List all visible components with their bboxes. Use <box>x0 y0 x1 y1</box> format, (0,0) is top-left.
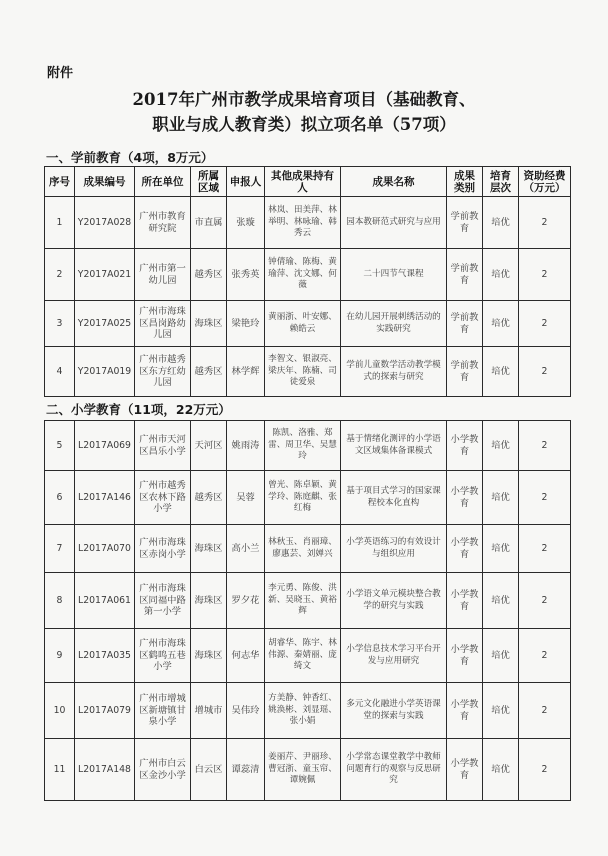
attachment-label: 附件 <box>47 66 74 81</box>
cell-unit: 广州市白云区金沙小学 <box>135 739 191 801</box>
header-cell: 成果类别 <box>447 167 483 197</box>
header-cell: 所在单位 <box>135 167 191 197</box>
section-title-primary: 二、小学教育（11项，22万元） <box>46 402 231 417</box>
header-cell: 成果名称 <box>341 167 447 197</box>
page-title-line1: 2017年广州市教学成果培育项目（基础教育、 <box>132 90 476 109</box>
cell-funding: 2 <box>519 629 571 683</box>
cell-holders: 李智文、银淑亮、梁庆年、陈楠、司徒爱泉 <box>265 347 341 397</box>
cell-region: 白云区 <box>191 739 227 801</box>
page-title-line2: 职业与成人教育类）拟立项名单（57项） <box>152 115 456 134</box>
cell-index: 11 <box>45 739 75 801</box>
cell-applicant: 高小兰 <box>227 525 265 573</box>
cell-applicant: 张璇 <box>227 197 265 249</box>
cell-code: L2017A035 <box>75 629 135 683</box>
cell-applicant: 吴蓉 <box>227 471 265 525</box>
cell-level: 培优 <box>483 525 519 573</box>
primary-table <box>44 420 571 801</box>
cell-unit: 广州市越秀区农林下路小学 <box>135 471 191 525</box>
cell-category: 小学教育 <box>447 471 483 525</box>
cell-region: 市直属 <box>191 197 227 249</box>
header-cell: 其他成果持有人 <box>265 167 341 197</box>
table-row <box>45 629 571 683</box>
cell-funding: 2 <box>519 471 571 525</box>
cell-applicant: 谭蕊清 <box>227 739 265 801</box>
cell-index: 7 <box>45 525 75 573</box>
cell-unit: 广州市增城区新塘镇甘泉小学 <box>135 683 191 739</box>
cell-unit: 广州市海珠区鹤鸣五巷小学 <box>135 629 191 683</box>
cell-funding: 2 <box>519 683 571 739</box>
cell-category: 小学教育 <box>447 573 483 629</box>
cell-level: 培优 <box>483 421 519 471</box>
cell-level: 培优 <box>483 629 519 683</box>
cell-index: 3 <box>45 301 75 347</box>
cell-achievement: 小学语文单元模块整合教学的研究与实践 <box>341 573 447 629</box>
cell-unit: 广州市海珠区赤岗小学 <box>135 525 191 573</box>
cell-region: 海珠区 <box>191 629 227 683</box>
cell-region: 海珠区 <box>191 301 227 347</box>
cell-applicant: 姚雨涛 <box>227 421 265 471</box>
cell-code: Y2017A021 <box>75 249 135 301</box>
cell-funding: 2 <box>519 421 571 471</box>
cell-code: Y2017A025 <box>75 301 135 347</box>
cell-category: 小学教育 <box>447 683 483 739</box>
table-row <box>45 301 571 347</box>
cell-holders: 林岚、田美萍、林举明、林咏瑜、韩秀云 <box>265 197 341 249</box>
cell-level: 培优 <box>483 683 519 739</box>
cell-applicant: 林学辉 <box>227 347 265 397</box>
cell-funding: 2 <box>519 573 571 629</box>
table-row <box>45 525 571 573</box>
header-cell: 成果编号 <box>75 167 135 197</box>
cell-region: 越秀区 <box>191 471 227 525</box>
cell-category: 学前教育 <box>447 347 483 397</box>
cell-index: 9 <box>45 629 75 683</box>
cell-code: L2017A069 <box>75 421 135 471</box>
cell-achievement: 小学信息技术学习平台开发与应用研究 <box>341 629 447 683</box>
cell-category: 学前教育 <box>447 301 483 347</box>
cell-holders: 钟倩瑜、陈梅、黄瑜萍、沈文娜、何薇 <box>265 249 341 301</box>
cell-index: 5 <box>45 421 75 471</box>
cell-category: 小学教育 <box>447 629 483 683</box>
table-row <box>45 421 571 471</box>
table-row <box>45 249 571 301</box>
header-cell: 培育层次 <box>483 167 519 197</box>
cell-level: 培优 <box>483 197 519 249</box>
cell-holders: 陈凯、洛雅、郑雷、周卫华、吴慧玲 <box>265 421 341 471</box>
cell-level: 培优 <box>483 573 519 629</box>
table-row <box>45 347 571 397</box>
cell-funding: 2 <box>519 739 571 801</box>
cell-code: L2017A061 <box>75 573 135 629</box>
table-row <box>45 739 571 801</box>
cell-funding: 2 <box>519 525 571 573</box>
table-row <box>45 573 571 629</box>
cell-region: 增城市 <box>191 683 227 739</box>
cell-index: 6 <box>45 471 75 525</box>
cell-funding: 2 <box>519 347 571 397</box>
cell-achievement: 在幼儿园开展刺绣活动的实践研究 <box>341 301 447 347</box>
table-row <box>45 197 571 249</box>
cell-unit: 广州市越秀区东方红幼儿园 <box>135 347 191 397</box>
cell-achievement: 基于项目式学习的国家课程校本化直构 <box>341 471 447 525</box>
cell-level: 培优 <box>483 347 519 397</box>
cell-category: 学前教育 <box>447 249 483 301</box>
cell-achievement: 学前儿童数学活动教学模式的探索与研究 <box>341 347 447 397</box>
table-row <box>45 471 571 525</box>
cell-holders: 林秋玉、肖丽璋、廖惠芸、刘婵兴 <box>265 525 341 573</box>
cell-holders: 胡睿华、陈宇、林伟源、秦婧丽、庞绮文 <box>265 629 341 683</box>
cell-unit: 广州市天河区昌乐小学 <box>135 421 191 471</box>
cell-funding: 2 <box>519 301 571 347</box>
section-title-preschool: 一、学前教育（4项，8万元） <box>46 150 214 165</box>
cell-region: 海珠区 <box>191 525 227 573</box>
cell-level: 培优 <box>483 471 519 525</box>
header-cell: 资助经费（万元） <box>519 167 571 197</box>
preschool-table <box>44 166 571 397</box>
header-cell: 申报人 <box>227 167 265 197</box>
cell-index: 4 <box>45 347 75 397</box>
cell-level: 培优 <box>483 301 519 347</box>
cell-achievement: 基于情绪化测评的小学语文区域集体备课模式 <box>341 421 447 471</box>
cell-unit: 广州市第一幼儿园 <box>135 249 191 301</box>
cell-applicant: 梁艳玲 <box>227 301 265 347</box>
header-cell: 序号 <box>45 167 75 197</box>
cell-holders: 曾光、陈卓颖、黄学玲、陈庭麒、张红梅 <box>265 471 341 525</box>
cell-achievement: 园本教研范式研究与应用 <box>341 197 447 249</box>
cell-index: 1 <box>45 197 75 249</box>
cell-applicant: 吴伟玲 <box>227 683 265 739</box>
cell-applicant: 何志华 <box>227 629 265 683</box>
cell-unit: 广州市教育研究院 <box>135 197 191 249</box>
cell-level: 培优 <box>483 249 519 301</box>
cell-region: 海珠区 <box>191 573 227 629</box>
cell-holders: 李元勇、陈俊、洪新、吴晓玉、黄裕辉 <box>265 573 341 629</box>
cell-category: 学前教育 <box>447 197 483 249</box>
cell-holders: 姜丽芹、尹丽珍、曹冠浙、童玉帘、谭婉佩 <box>265 739 341 801</box>
cell-holders: 黄丽浙、叶安娜、赖皓云 <box>265 301 341 347</box>
cell-index: 8 <box>45 573 75 629</box>
cell-applicant: 罗夕花 <box>227 573 265 629</box>
cell-region: 越秀区 <box>191 249 227 301</box>
cell-category: 小学教育 <box>447 525 483 573</box>
cell-achievement: 小学常态课堂教学中教师问题育行的观察与反思研究 <box>341 739 447 801</box>
cell-region: 天河区 <box>191 421 227 471</box>
cell-index: 10 <box>45 683 75 739</box>
cell-funding: 2 <box>519 249 571 301</box>
cell-funding: 2 <box>519 197 571 249</box>
table-header-row <box>45 167 571 197</box>
cell-category: 小学教育 <box>447 739 483 801</box>
cell-code: L2017A070 <box>75 525 135 573</box>
cell-region: 越秀区 <box>191 347 227 397</box>
cell-code: L2017A079 <box>75 683 135 739</box>
cell-code: Y2017A019 <box>75 347 135 397</box>
cell-index: 2 <box>45 249 75 301</box>
cell-achievement: 小学英语练习的有效设计与组织应用 <box>341 525 447 573</box>
header-cell: 所属区域 <box>191 167 227 197</box>
cell-code: L2017A148 <box>75 739 135 801</box>
cell-holders: 方美静、钟香红、姚涣彬、刘显瑶、张小娟 <box>265 683 341 739</box>
cell-applicant: 张秀英 <box>227 249 265 301</box>
cell-code: Y2017A028 <box>75 197 135 249</box>
cell-unit: 广州市海珠区同福中路第一小学 <box>135 573 191 629</box>
cell-achievement: 二十四节气课程 <box>341 249 447 301</box>
cell-unit: 广州市海珠区昌岗路幼儿园 <box>135 301 191 347</box>
table-row <box>45 683 571 739</box>
cell-level: 培优 <box>483 739 519 801</box>
cell-achievement: 多元文化融进小学英语课堂的探索与实践 <box>341 683 447 739</box>
cell-category: 小学教育 <box>447 421 483 471</box>
cell-code: L2017A146 <box>75 471 135 525</box>
